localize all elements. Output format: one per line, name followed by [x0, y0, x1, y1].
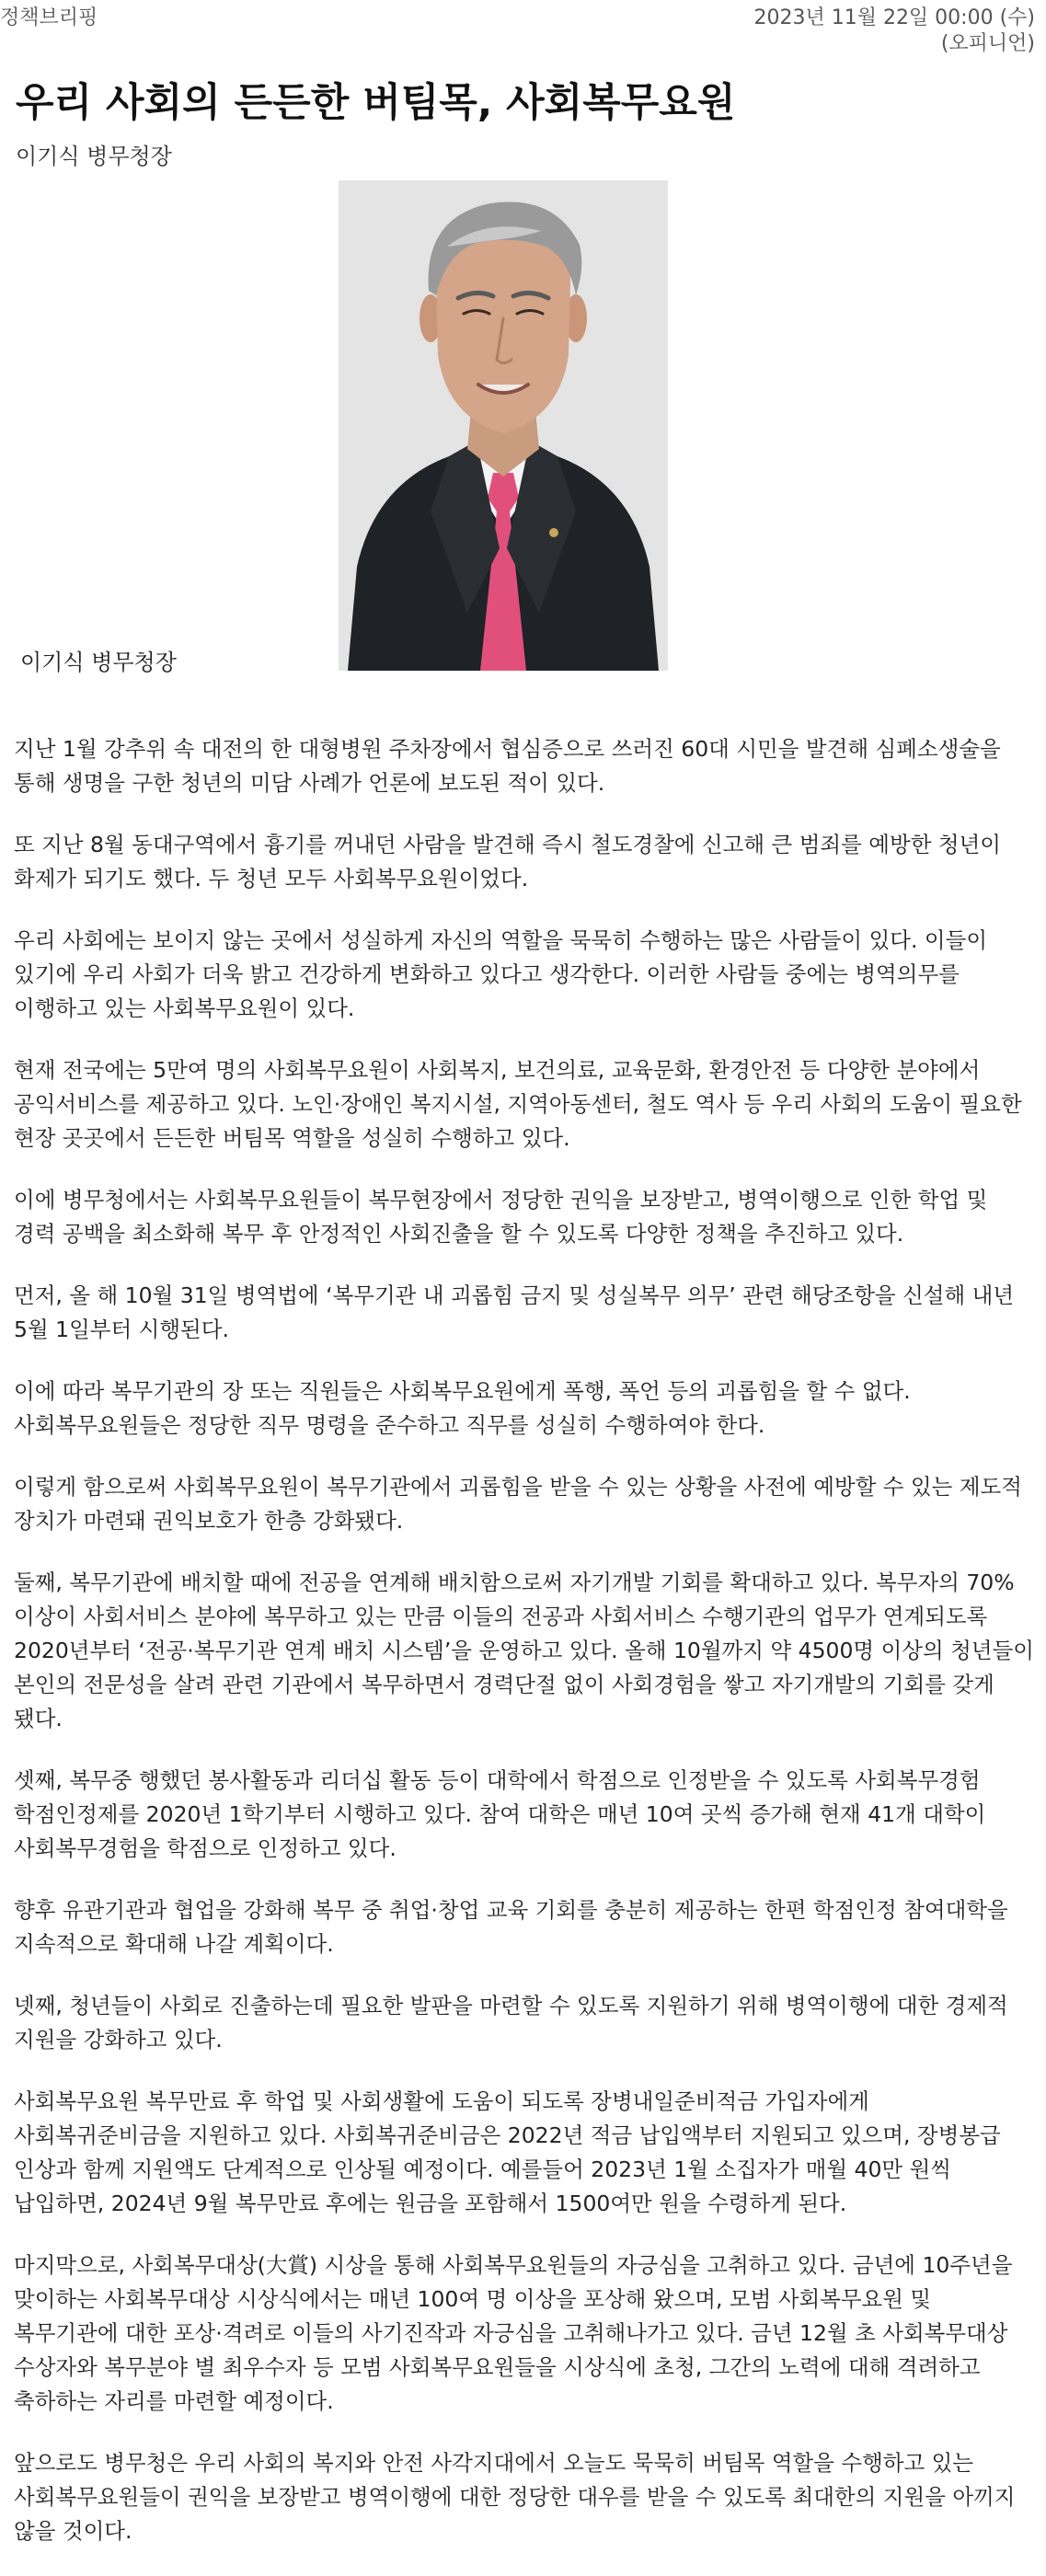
paragraph: 사회복무요원 복무만료 후 학업 및 사회생활에 도움이 되도록 장병내일준비적금 가입자에게 사회복귀준비금을 지원하고 있다. 사회복귀준비금은 2022년 적금 납입액부터 지원되고 있으며, 장병봉급 인상과 함께 지원액도 단계적으로 인상될 예정이다. 예를들어 2023년 1월 소집자가 매월 40만 원씩 납입하면, 2024년 9월 복무만료 후에는 원금을 포함해서 1500여만 원을 수령하게 된다.: [14, 2088, 1001, 2216]
paragraph: 넷째, 청년들이 사회로 진출하는데 필요한 발판을 마련할 수 있도록 지원하기 위해 병역이행에 대한 경제적 지원을 강화하고 있다.: [14, 1993, 1008, 2053]
paragraph: 우리 사회에는 보이지 않는 곳에서 성실하게 자신의 역할을 묵묵히 수행하는 많은 사람들이 있다. 이들이 있기에 우리 사회가 더욱 밝고 건강하게 변화하고 있다고 생각한다. 이러한 사람들 중에는 병역의무를 이행하고 있는 사회복무요원이 있다.: [14, 927, 988, 1021]
category-label: 정책브리핑: [0, 6, 98, 29]
paragraph: 앞으로도 병무청은 우리 사회의 복지와 안전 사각지대에서 오늘도 묵묵히 버팀목 역할을 수행하고 있는 사회복무요원들이 권익을 보장받고 병역이행에 대한 정당한 대우를 받을 수 있도록 최대한의 지원을 아끼지 않을 것이다.: [14, 2450, 1016, 2544]
article-header: [0, 0, 1046, 64]
paragraph: 또 지난 8월 동대구역에서 흉기를 꺼내던 사람을 발견해 즉시 철도경찰에 신고해 큰 범죄를 예방한 청년이 화제가 되기도 했다. 두 청년 모두 사회복무요원이었다.: [14, 832, 1001, 891]
paragraph: 현재 전국에는 5만여 명의 사회복무요원이 사회복지, 보건의료, 교육문화, 환경안전 등 다양한 분야에서 공익서비스를 제공하고 있다. 노인·장애인 복지시설, 지역아동센터, 철도 역사 등 우리 사회의 도움이 필요한 현장 곳곳에서 든든한 버팀목 역할을 성실히 수행하고 있다.: [14, 1057, 1022, 1151]
article-author: 이기식 병무청장: [16, 144, 172, 169]
paragraph: 둘째, 복무기관에 배치할 때에 전공을 연계해 배치함으로써 자기개발 기회를 확대하고 있다. 복무자의 70% 이상이 사회서비스 분야에 복무하고 있는 만큼 이들의 전공과 사회서비스 수행기관의 업무가 연계되도록 2020년부터 ‘전공·복무기관 연계 배치 시스템’을 운영하고 있다. 올해 10월까지 약 4500명 이상의 청년들이 본인의 전문성을 살려 관련 기관에서 복무하면서 경력단절 없이 사회경험을 쌓고 자기개발의 기회를 갖게 됐다.: [14, 1570, 1034, 1731]
article-title: 우리 사회의 든든한 버팀목, 사회복무요원: [16, 80, 736, 126]
article-body: [14, 732, 1035, 2576]
paragraph: 향후 유관기관과 협업을 강화해 복무 중 취업·창업 교육 기회를 충분히 제공하는 한편 학점인정 참여대학을 지속적으로 확대해 나갈 계획이다.: [14, 1897, 1008, 1957]
lapel-pin: [549, 528, 558, 537]
publish-datetime: 2023년 11월 22일 00:00 (수): [753, 6, 1035, 29]
photo-caption: 이기식 병무청장: [20, 650, 177, 675]
paragraph: 이에 병무청에서는 사회복무요원들이 복무현장에서 정당한 권익을 보장받고, 병역이행으로 인한 학업 및 경력 공백을 최소화해 복무 후 안정적인 사회진출을 할 수 있도록 다양한 정책을 추진하고 있다.: [14, 1187, 988, 1247]
paragraph: 마지막으로, 사회복무대상(大賞) 시상을 통해 사회복무요원들의 자긍심을 고취하고 있다. 금년에 10주년을 맞이하는 사회복무대상 시상식에서는 매년 100여 명 이상을 포상해 왔으며, 모범 사회복무요원 및 복무기관에 대한 포상·격려로 이들의 사기진작과 자긍심을 고취해나가고 있다. 금년 12월 초 사회복무대상 수상자와 복무분야 별 최우수자 등 모범 사회복무요원들을 시상식에 초청, 그간의 노력에 대해 격려하고 축하하는 자리를 마련할 예정이다.: [14, 2252, 1013, 2414]
author-portrait-photo: [339, 180, 668, 671]
paragraph: 먼저, 올 해 10월 31일 병역법에 ‘복무기관 내 괴롭힘 금지 및 성실복무 의무’ 관련 해당조항을 신설해 내년 5월 1일부터 시행된다.: [14, 1282, 1015, 1342]
paragraph: 셋째, 복무중 행했던 봉사활동과 리더십 활동 등이 대학에서 학점으로 인정받을 수 있도록 사회복무경험 학점인정제를 2020년 1학기부터 시행하고 있다. 참여 대학은 매년 10여 곳씩 증가해 현재 41개 대학이 사회복무경험을 학점으로 인정하고 있다.: [14, 1767, 986, 1861]
section-label: (오피니언): [940, 32, 1035, 55]
paragraph: 이렇게 함으로써 사회복무요원이 복무기관에서 괴롭힘을 받을 수 있는 상황을 사전에 예방할 수 있는 제도적 장치가 마련돼 권익보호가 한층 강화됐다.: [14, 1474, 1022, 1534]
paragraph: 이에 따라 복무기관의 장 또는 직원들은 사회복무요원에게 폭행, 폭언 등의 괴롭힘을 할 수 없다. 사회복무요원들은 정당한 직무 명령을 준수하고 직무를 성실히 수행하여야 한다.: [14, 1378, 911, 1438]
portrait-illustration: [339, 180, 668, 671]
paragraph: 지난 1월 강추위 속 대전의 한 대형병원 주차장에서 협심증으로 쓰러진 60대 시민을 발견해 심폐소생술을 통해 생명을 구한 청년의 미담 사례가 언론에 보도된 적이 있다.: [14, 736, 1001, 796]
